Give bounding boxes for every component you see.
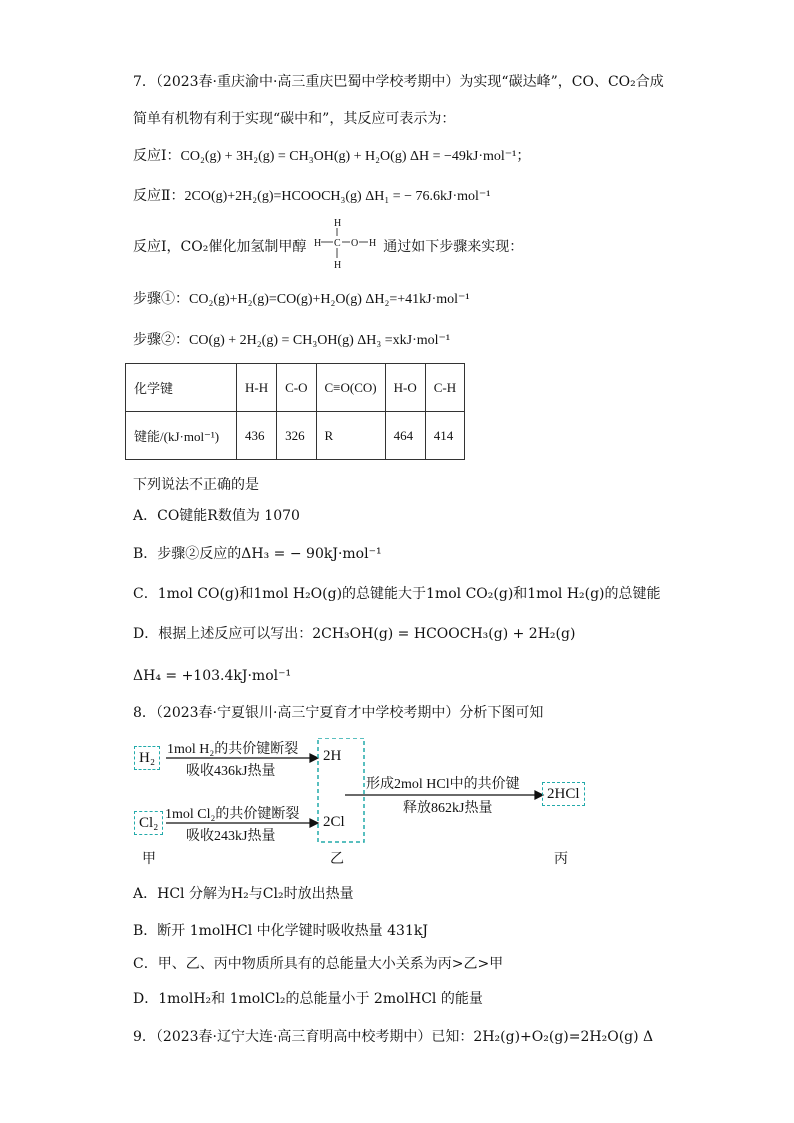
q7-option-b: B．步骤②反应的ΔH₃ = − 90kJ·mol⁻¹	[133, 546, 382, 562]
q8-option-a: A．HCl 分解为H₂与Cl₂时放出热量	[133, 886, 354, 902]
table-cell: 键能/(kJ·mol⁻¹)	[126, 412, 237, 460]
bond-energy-table	[125, 363, 465, 460]
q7-reaction1-equation: CO₂(g) + 3H₂(g) = CH₃OH(g) + H₂O(g) ΔH = −49kJ·mol⁻¹；	[180, 149, 531, 164]
q8-option-c: C．甲、乙、丙中物质所具有的总能量大小关系为丙>乙>甲	[133, 956, 504, 972]
q9-stem: 9．（2023春·辽宁大连·高三育明高中校考期中）已知：2H₂(g)+O₂(g)=2H₂O(g) Δ	[133, 1029, 654, 1045]
q7-option-d-enthalpy: ΔH₄ = +103.4kJ·mol⁻¹	[133, 668, 292, 684]
table-cell: R	[316, 412, 385, 460]
table-cell: C-H	[425, 364, 464, 412]
table-cell: 414	[425, 412, 464, 460]
svg-text:H: H	[368, 238, 377, 249]
q7-reaction1	[133, 146, 530, 167]
svg-text:C: C	[333, 238, 341, 249]
q7-reaction2-equation: 2CO(g)+2H₂(g)=HCOOCH₃(g) ΔH₁ = − 76.6kJ·mol⁻¹	[184, 189, 491, 204]
label-jia: 甲	[142, 852, 156, 867]
table-header-row	[126, 364, 465, 412]
q7-step2-label: 步骤②：	[133, 332, 189, 348]
q8-stem: 8．（2023春·宁夏银川·高三宁夏育才中学校考期中）分析下图可知	[133, 705, 544, 721]
label-yi: 乙	[330, 852, 344, 867]
q7-step2-equation: CO(g) + 2H₂(g) = CH₃OH(g) ΔH₃ =xkJ·mol⁻¹	[189, 333, 451, 348]
q7-reaction-intro-b: 通过如下步骤来实现：	[383, 239, 524, 255]
q7-prompt: 下列说法不正确的是	[133, 477, 259, 493]
h2-box: H₂	[134, 746, 160, 770]
bond-energy-diagram	[130, 738, 600, 868]
q7-reaction2	[133, 186, 490, 207]
q7-step1-label: 步骤①：	[133, 291, 189, 307]
svg-text:H: H	[313, 238, 322, 249]
q7-reaction-intro-a: 反应Ⅰ，CO₂催化加氢制甲醇	[133, 239, 307, 255]
q7-stem-line2: 简单有机物有利于实现“碳中和”，其反应可表示为：	[133, 111, 456, 127]
q7-stem-line1: 7．（2023春·重庆渝中·高三重庆巴蜀中学校考期中）为实现“碳达峰”，CO、CO₂合成	[133, 74, 664, 90]
form-hcl-label: 形成2mol HCl中的共价键	[366, 777, 520, 792]
q7-step1-equation: CO₂(g)+H₂(g)=CO(g)+H₂O(g) ΔH₂=+41kJ·mol⁻¹	[189, 292, 470, 307]
h2-absorb-label: 吸收436kJ热量	[186, 764, 276, 779]
methanol-structure-icon	[313, 215, 377, 271]
svg-text:O: O	[350, 238, 359, 249]
q7-step1	[133, 289, 470, 310]
q7-step2	[133, 330, 450, 351]
q7-reaction-intro	[133, 218, 524, 271]
q7-option-d: D．根据上述反应可以写出：2CH₃OH(g) = HCOOCH₃(g) + 2H₂(g)	[133, 626, 576, 642]
atoms-2h: 2H	[323, 748, 342, 764]
h2-break-label: 1mol H₂的共价键断裂	[167, 742, 299, 757]
table-cell: C-O	[277, 364, 316, 412]
atoms-2cl: 2Cl	[323, 814, 345, 830]
cl2-absorb-label: 吸收243kJ热量	[186, 829, 276, 844]
svg-text:H: H	[333, 218, 342, 229]
q7-reaction2-label: 反应Ⅱ：	[133, 188, 185, 204]
q8-option-d: D．1molH₂和 1molCl₂的总能量小于 2molHCl 的能量	[133, 991, 483, 1007]
table-cell: 326	[277, 412, 316, 460]
table-cell: C≡O(CO)	[316, 364, 385, 412]
table-cell: 436	[237, 412, 277, 460]
cl2-box: Cl₂	[134, 811, 163, 835]
q8-option-b: B．断开 1molHCl 中化学键时吸收热量 431kJ	[133, 923, 428, 939]
release-heat-label: 释放862kJ热量	[403, 801, 493, 816]
table-cell: 464	[385, 412, 425, 460]
table-cell: 化学键	[126, 364, 237, 412]
table-row	[126, 412, 465, 460]
svg-text:H: H	[333, 260, 342, 271]
hcl-box: 2HCl	[542, 782, 585, 806]
q7-option-a: A．CO键能R数值为 1070	[133, 508, 300, 524]
q7-reaction1-label: 反应Ⅰ：	[133, 148, 181, 164]
q7-option-c: C．1mol CO(g)和1mol H₂O(g)的总键能大于1mol CO₂(g)和1mol H₂(g)的总键能	[133, 586, 661, 602]
table-cell: H-O	[385, 364, 425, 412]
table-cell: H-H	[237, 364, 277, 412]
cl2-break-label: 1mol Cl₂的共价键断裂	[165, 807, 300, 822]
label-bing: 丙	[554, 852, 568, 867]
